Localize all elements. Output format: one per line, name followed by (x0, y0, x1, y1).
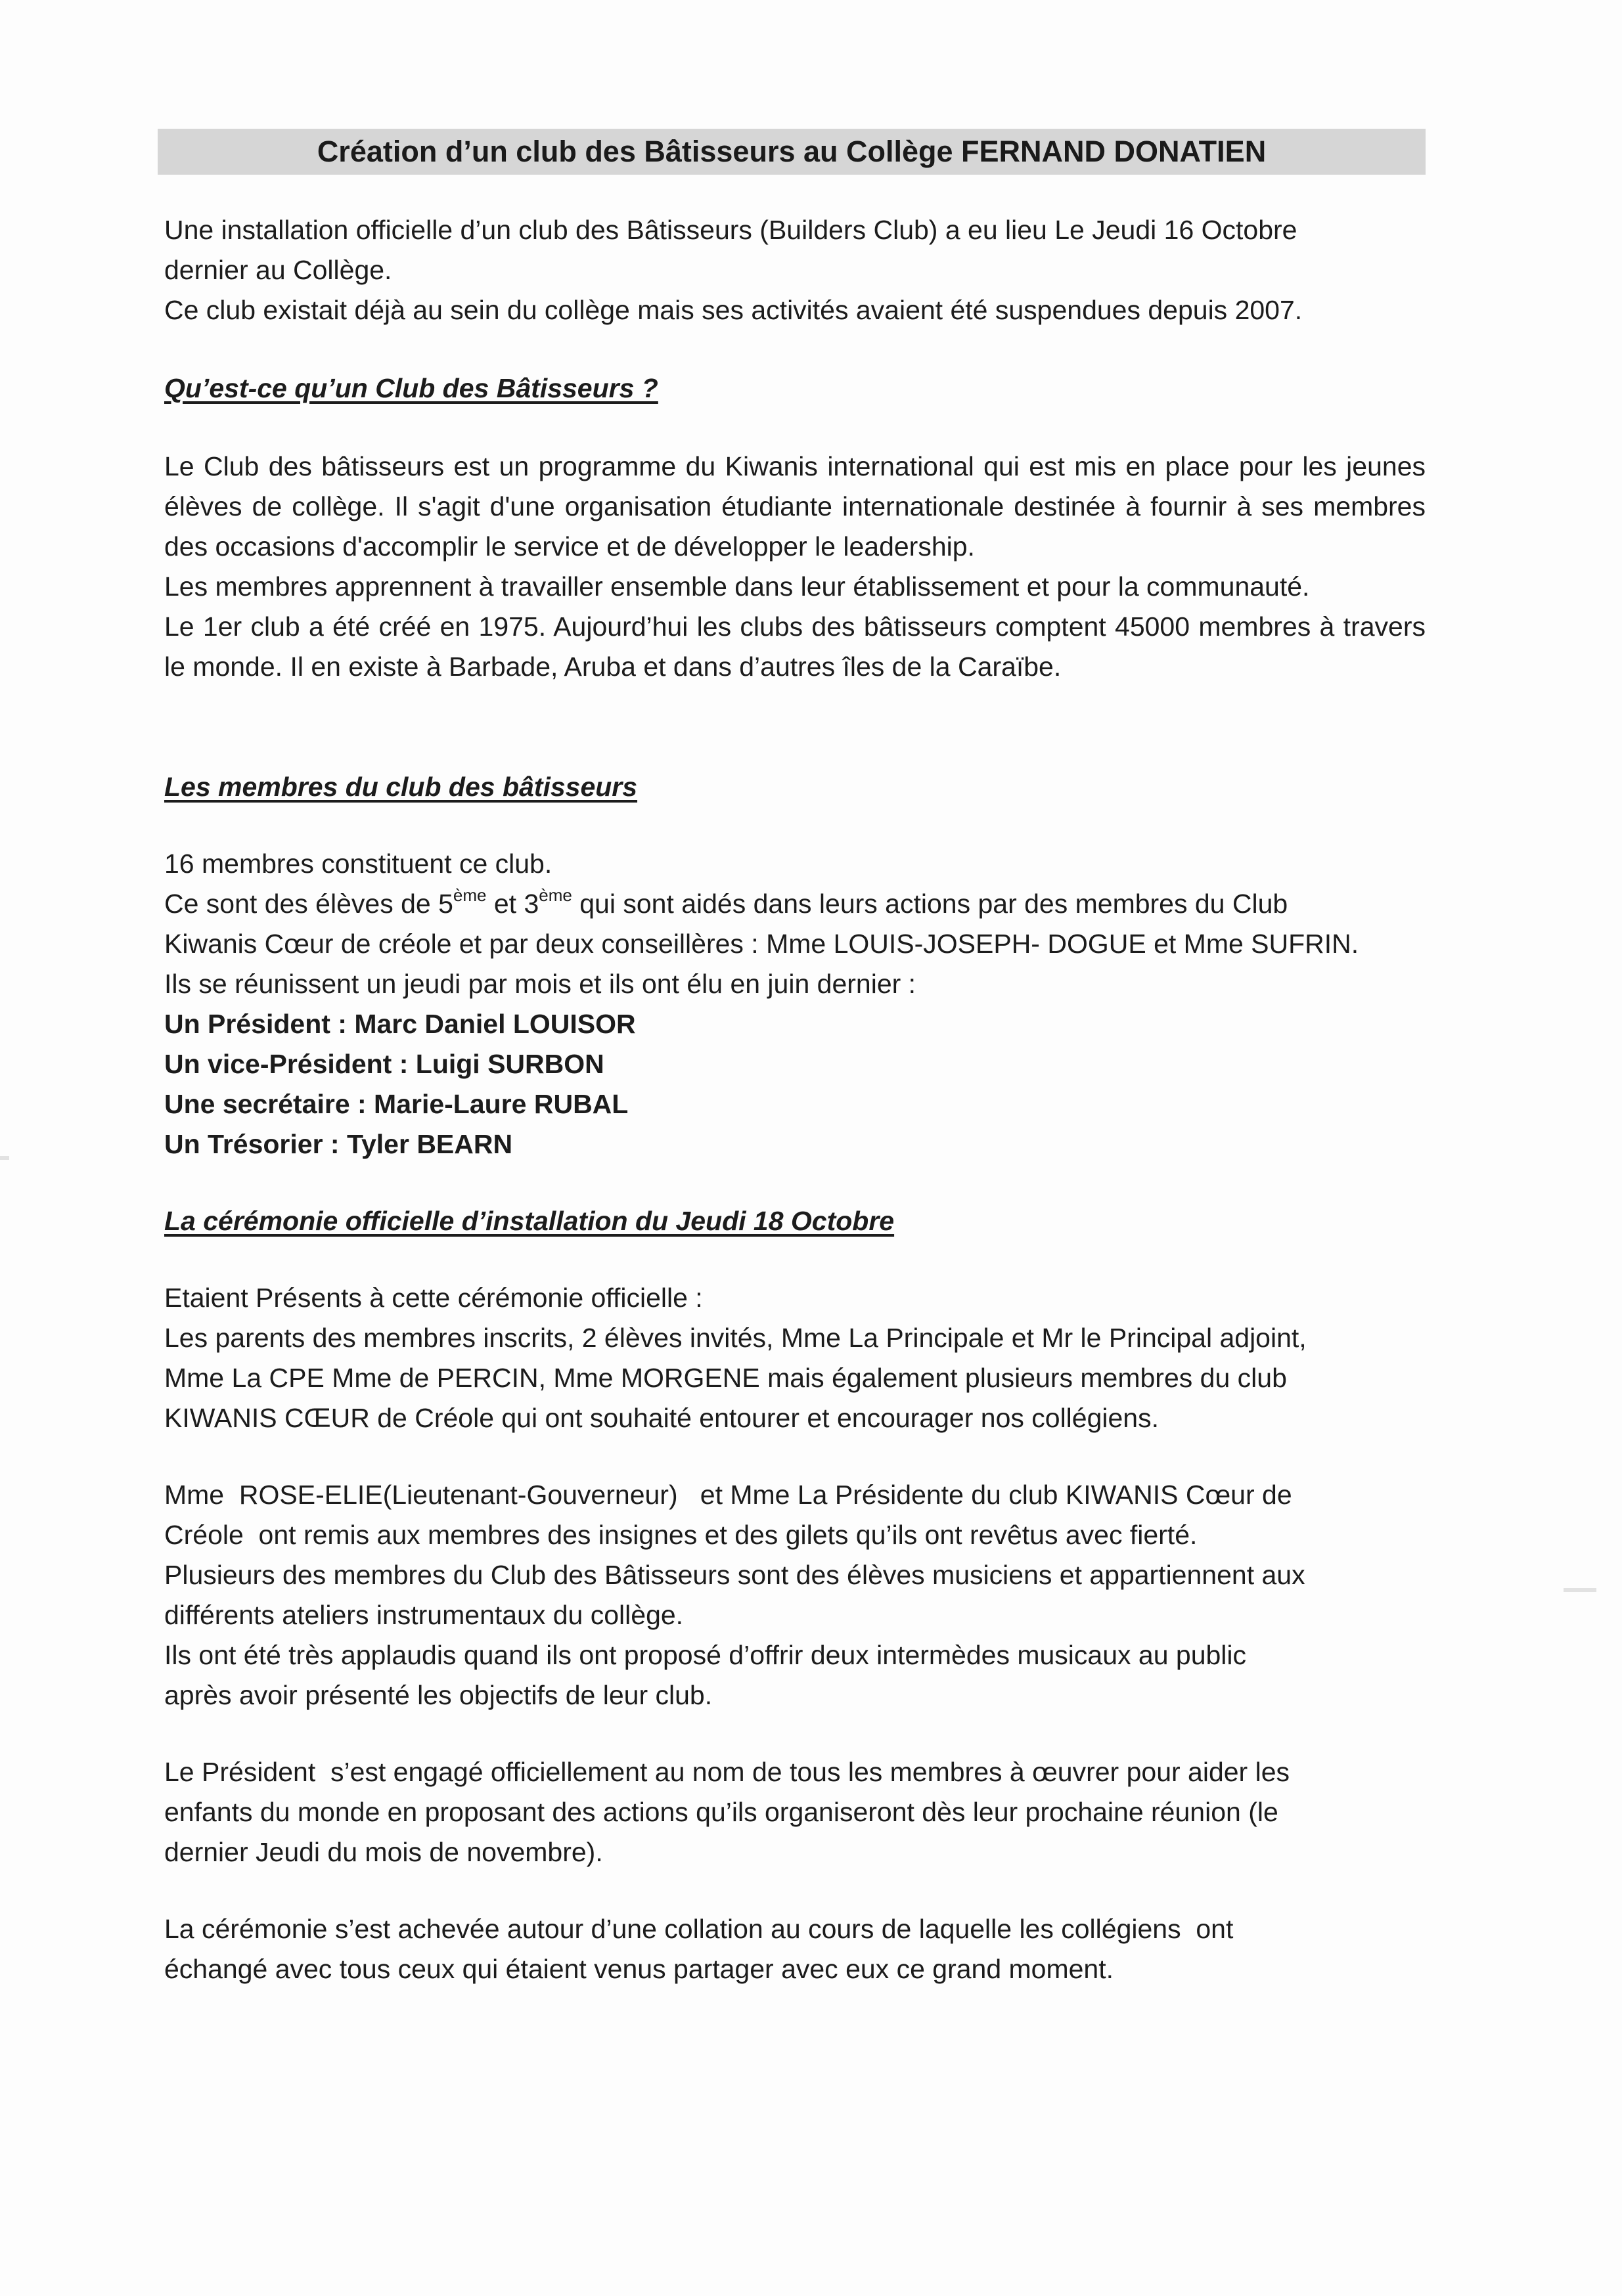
section-heading-what-is: Qu’est-ce qu’un Club des Bâtisseurs ? (164, 373, 658, 403)
members-line-3: Kiwanis Cœur de créole et par deux conseillères : Mme LOUIS-JOSEPH- DOGUE et Mme SUFRIN. (164, 929, 1359, 959)
ceremony-p2-line-3: Plusieurs des membres du Club des Bâtisseurs sont des élèves musiciens et appartiennent aux (164, 1560, 1305, 1590)
officer-secretary: Une secrétaire : Marie-Laure RUBAL (164, 1089, 629, 1119)
officer-president: Un Président : Marc Daniel LOUISOR (164, 1009, 636, 1039)
spacer (164, 1715, 1426, 1752)
spacer (164, 687, 1426, 767)
scan-edge-mark-right (1564, 1588, 1596, 1592)
ceremony-p1-line-1: Etaient Présents à cette cérémonie officielle : (164, 1283, 703, 1313)
members-line-1: 16 membres constituent ce club. (164, 849, 552, 879)
intro-line-1: Une installation officielle d’un club des Bâtisseurs (Builders Club) a eu lieu Le Jeudi 16 Octobre (164, 215, 1297, 245)
spacer (164, 330, 1426, 368)
ceremony-p2-line-5: Ils ont été très applaudis quand ils ont proposé d’offrir deux intermèdes musicaux au public (164, 1640, 1247, 1670)
members-line-4: Ils se réunissent un jeudi par mois et ils ont élu en juin dernier : (164, 969, 916, 999)
spacer (164, 807, 1426, 844)
ceremony-p4-line-2: échangé avec tous ceux qui étaient venus partager avec eux ce grand moment. (164, 1954, 1114, 1984)
spacer (164, 1438, 1426, 1475)
section1-paragraph-1: Le Club des bâtisseurs est un programme du Kiwanis international qui est mis en place pour les jeunes élèves de collège. Il s'agit d'une organisation étudiante internationale destinée à fournir à ses membres des occasions d'accomplir le service et de développer le leadership. (164, 451, 1426, 562)
spacer (164, 1872, 1426, 1909)
ceremony-p1-line-3: Mme La CPE Mme de PERCIN, Mme MORGENE mais également plusieurs membres du club (164, 1363, 1287, 1393)
ceremony-p2-line-4: différents ateliers instrumentaux du collège. (164, 1600, 684, 1630)
spacer (164, 408, 1426, 447)
intro-line-3: Ce club existait déjà au sein du collège mais ses activités avaient été suspendues depuis 2007. (164, 295, 1303, 325)
ceremony-p2-line-2: Créole ont remis aux membres des insignes et des gilets qu’ils ont revêtus avec fierté. (164, 1520, 1198, 1550)
ceremony-p1-line-4: KIWANIS CŒUR de Créole qui ont souhaité entourer et encourager nos collégiens. (164, 1403, 1159, 1433)
section1-paragraph-2: Les membres apprennent à travailler ensemble dans leur établissement et pour la communauté. (164, 571, 1310, 602)
document-body (164, 210, 1426, 1989)
scan-edge-mark-left (0, 1156, 9, 1160)
ceremony-p3-line-2: enfants du monde en proposant des actions qu’ils organiseront dès leur prochaine réunion (le (164, 1797, 1278, 1827)
officer-vice-president: Un vice-Président : Luigi SURBON (164, 1049, 604, 1079)
members-line-2-part-1: Ce sont des élèves de 5 (164, 889, 453, 919)
superscript-5eme: ème (453, 885, 487, 905)
ceremony-p3-line-3: dernier Jeudi du mois de novembre). (164, 1837, 603, 1867)
section-heading-members: Les membres du club des bâtisseurs (164, 772, 638, 802)
document-title: Création d’un club des Bâtisseurs au Collège FERNAND DONATIEN (158, 129, 1426, 175)
intro-line-2: dernier au Collège. (164, 255, 392, 285)
members-line-2-part-2: et 3 (486, 889, 539, 919)
ceremony-p2-line-1: Mme ROSE-ELIE(Lieutenant-Gouverneur) et Mme La Présidente du club KIWANIS Cœur de (164, 1480, 1292, 1510)
section1-paragraph-3: Le 1er club a été créé en 1975. Aujourd’hui les clubs des bâtisseurs comptent 45000 membres à travers le monde. Il en existe à Barbade, Aruba et dans d’autres îles de la Caraïbe. (164, 611, 1426, 682)
superscript-3eme: ème (539, 885, 572, 905)
ceremony-p4-line-1: La cérémonie s’est achevée autour d’une collation au cours de laquelle les collégiens ont (164, 1914, 1234, 1944)
ceremony-p1-line-2: Les parents des membres inscrits, 2 élèves invités, Mme La Principale et Mr le Principal adjoint, (164, 1323, 1307, 1353)
members-line-2-part-3: qui sont aidés dans leurs actions par des membres du Club (572, 889, 1288, 919)
ceremony-p3-line-1: Le Président s’est engagé officiellement au nom de tous les membres à œuvrer pour aider les (164, 1757, 1290, 1787)
members-line-2 (164, 884, 1426, 924)
ceremony-p2-line-6: après avoir présenté les objectifs de leur club. (164, 1680, 713, 1710)
section-heading-ceremony: La cérémonie officielle d’installation du Jeudi 18 Octobre (164, 1206, 895, 1236)
spacer (164, 1164, 1426, 1201)
spacer (164, 1241, 1426, 1278)
officer-treasurer: Un Trésorier : Tyler BEARN (164, 1129, 513, 1159)
